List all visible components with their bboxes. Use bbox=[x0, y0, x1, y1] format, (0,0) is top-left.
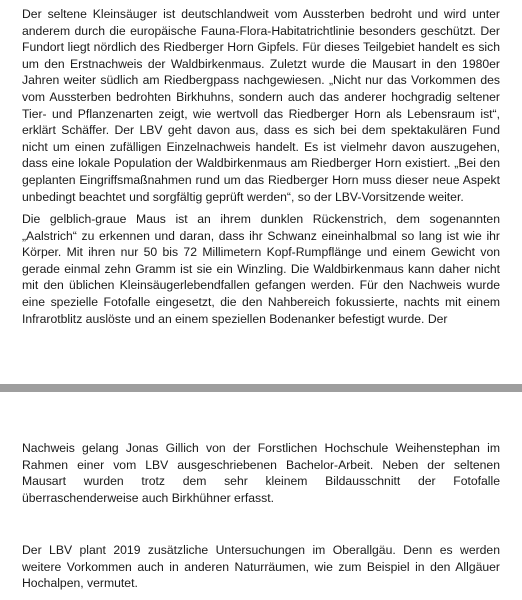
paragraph-4: Der LBV plant 2019 zusätzliche Untersuchungen im Oberallgäu. Denn es werden weitere Vorkommen auch in anderen Naturräumen, wie zum Beispiel in den Allgäuer Hochalpen, vermutet. bbox=[22, 543, 500, 591]
paragraph-2: Die gelblich-graue Maus ist an ihrem dunklen Rückenstrich, dem sogenannten „Aalstrich“ zu erkennen und daran, dass ihr Schwanz eineinhalbmal so lang ist wie ihr Körper. Mit ihren nur 50 bis 72 Millimetern Kopf-Rumpflänge und einem Gewicht von gerade einmal zehn Gramm ist sie ein Winzling. Die Waldbirkenmaus kann daher nicht mit den üblichen Kleinsäugerlebendfallen gefangen werden. Für den Nachweis wurde eine spezielle Fotofalle eingesetzt, die den Nahbereich fokussierte, nachts mit einem Infrarotblitz auslöste und an einem speziellen Bodenanker befestigt wurde. Der bbox=[22, 212, 500, 326]
page-separator bbox=[0, 384, 522, 392]
paragraph-3: Nachweis gelang Jonas Gillich von der Forstlichen Hochschule Weihenstephan im Rahmen einer vom LBV ausgeschriebenen Bachelor-Arbeit. Neben der seltenen Mausart wurden trotz dem sehr kleinem Bildausschnitt der Fotofalle überraschenderweise auch Birkhühner erfasst. bbox=[22, 441, 500, 505]
paragraph-1: Der seltene Kleinsäuger ist deutschlandweit vom Aussterben bedroht und wird unter anderem durch die europäische Fauna-Flora-Habitatrichtlinie besonders geschützt. Der Fundort liegt nördlich des Riedberger Horn Gipfels. Für dieses Teilgebiet handelt es sich um den Erstnachweis der Waldbirkenmaus. Zuletzt wurde die Mausart in den 1980er Jahren weiter südlich am Riedbergpass nachgewiesen. „Nicht nur das Vorkommen des vom Aussterben bedrohten Birkhuhns, sondern auch das anderer hochgradig seltener Tier- und Pflanzenarten zeigt, wie wertvoll das Riedberger Horn als Lebensraum ist“, erklärt Schäffer. Der LBV geht davon aus, dass es sich bei dem spektakulären Fund nicht um einen zufälligen Einzelnachweis handelt. Es ist vielmehr davon auszugehen, dass eine lokale Population der Waldbirkenmaus am Riedberger Horn existiert. „Bei den geplanten Eingriffsmaßnahmen rund um das Riedberger Horn muss dieser neue Aspekt unbedingt beachtet und sorgfältig geprüft werden“, so der LBV-Vorsitzende weiter. bbox=[22, 7, 500, 204]
